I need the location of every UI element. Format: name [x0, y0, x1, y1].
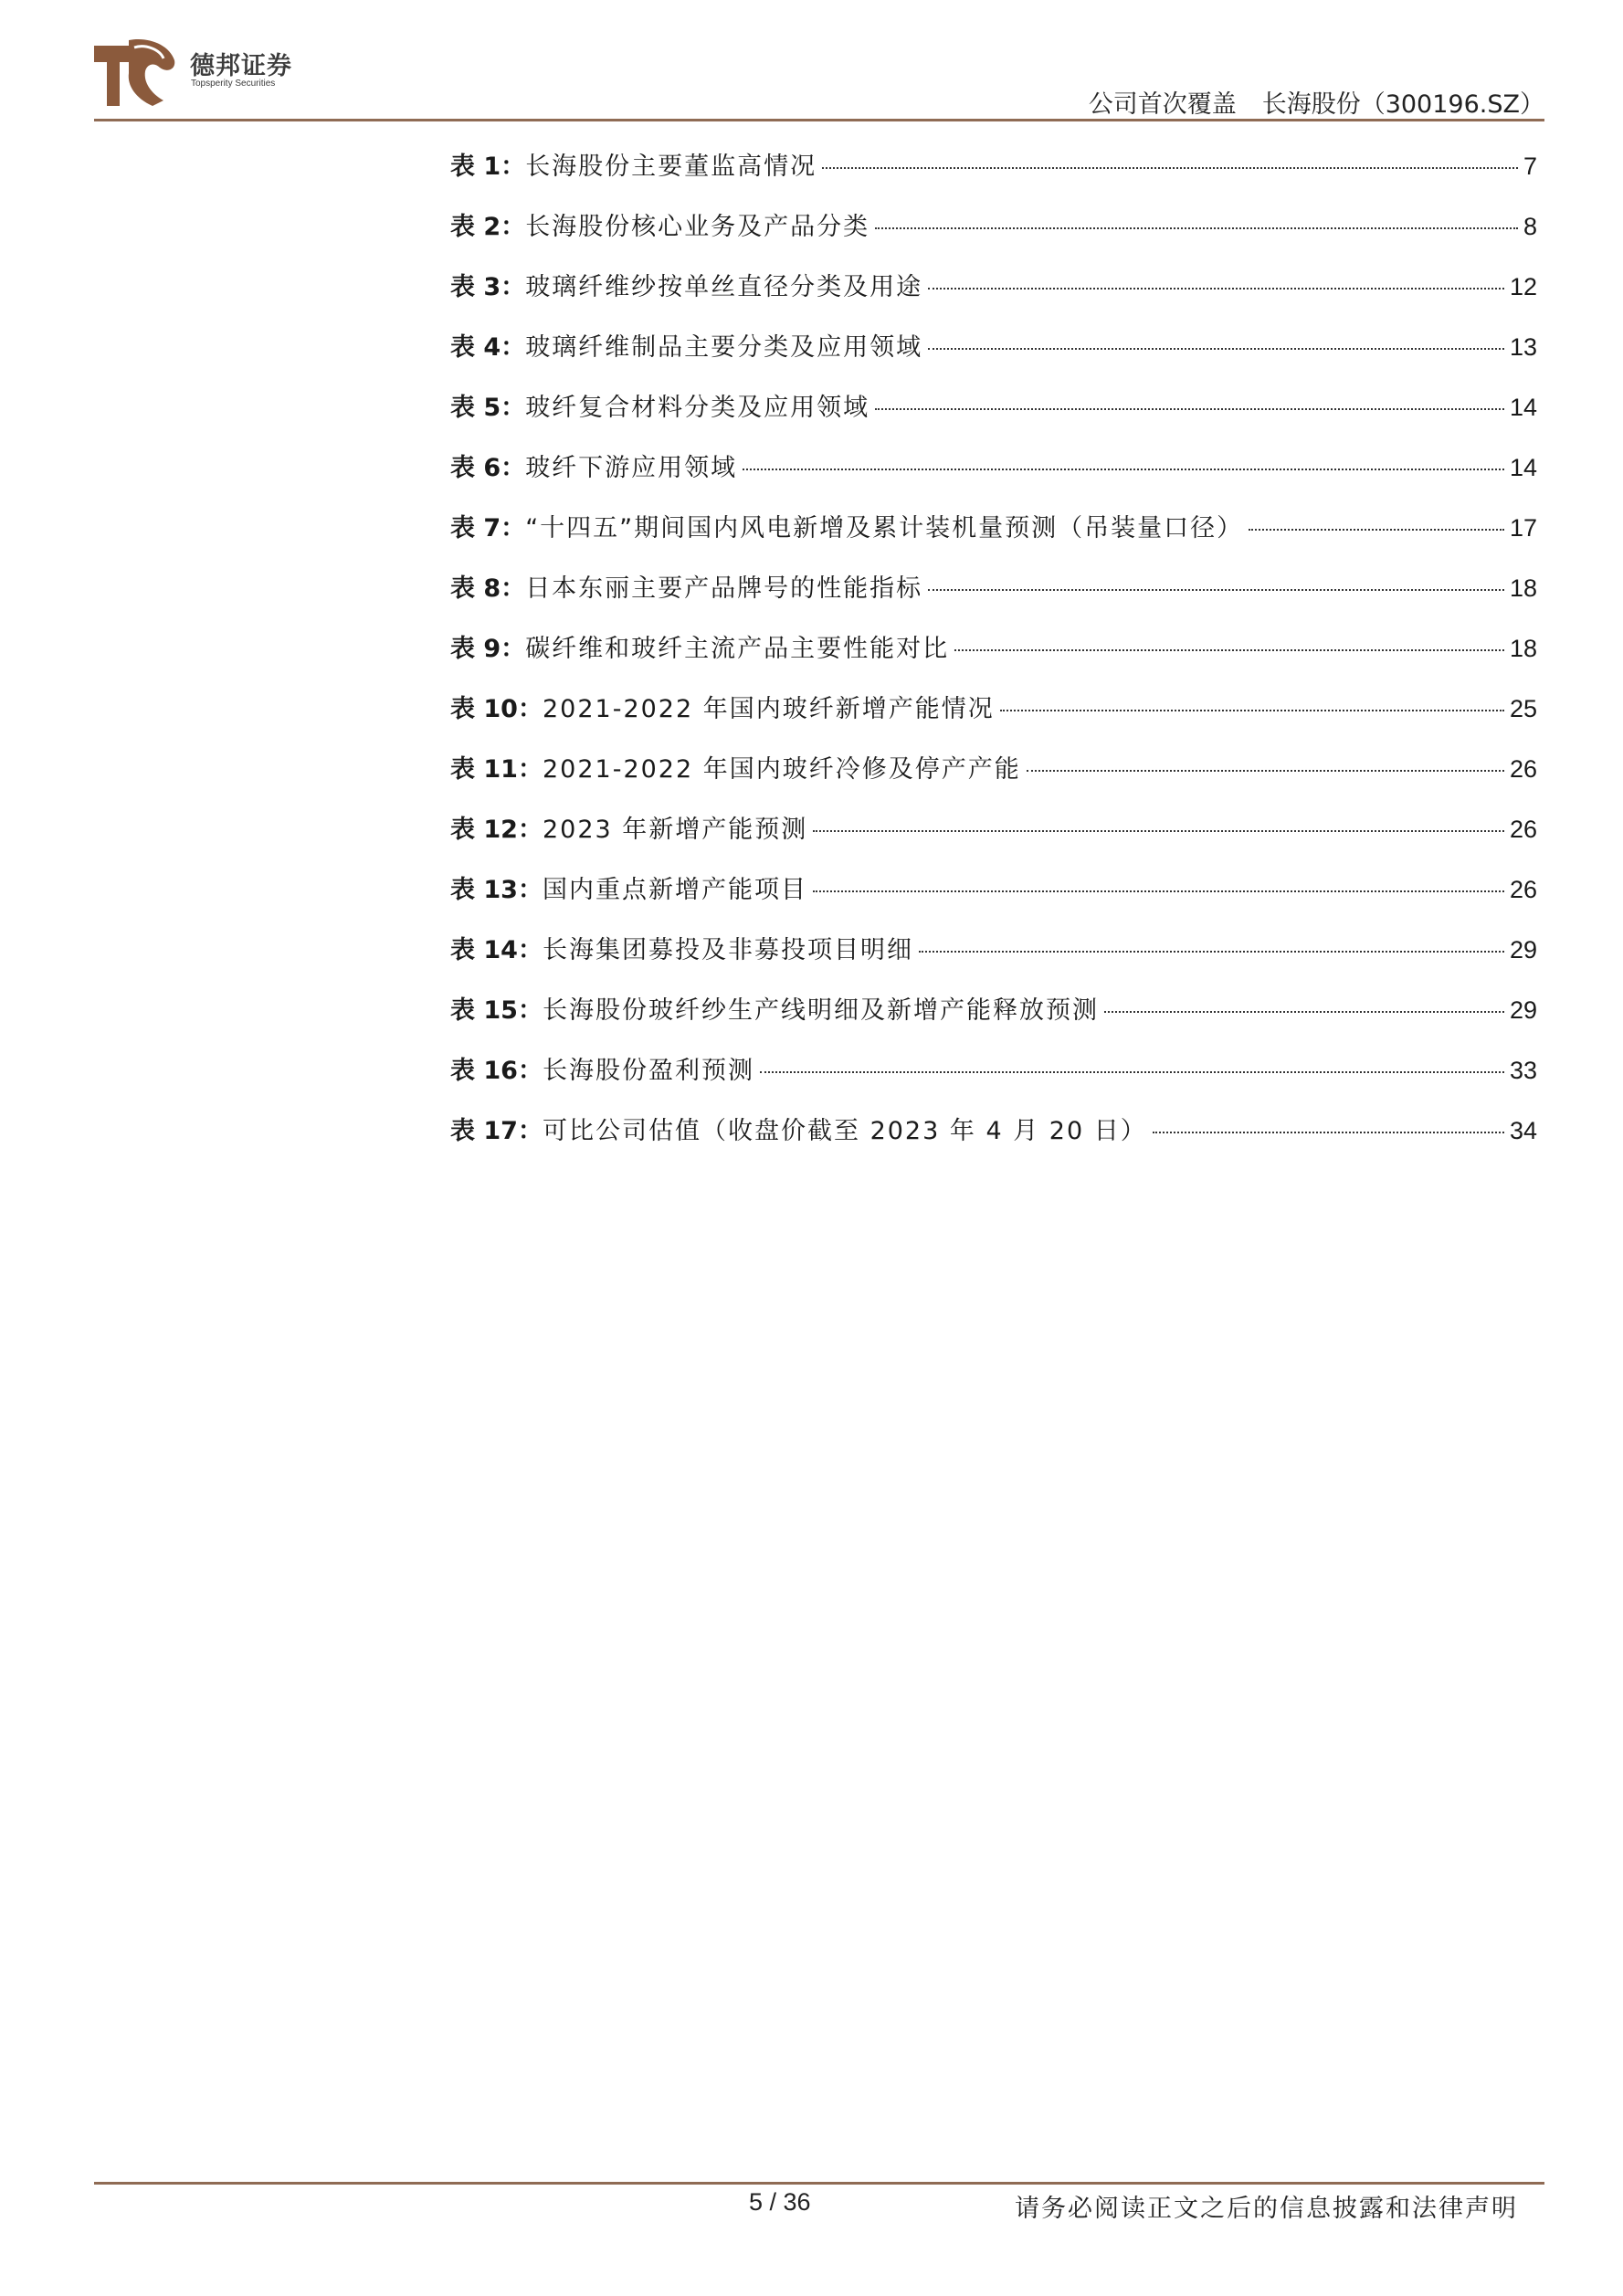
toc-entry-leader	[813, 890, 1504, 892]
toc-entry-page: 34	[1509, 1117, 1537, 1144]
toc-entry-label: 表 5：	[450, 394, 526, 422]
toc-entry[interactable]	[450, 1112, 1537, 1173]
toc-entry-label: 表 7：	[450, 514, 526, 542]
toc-entry-leader	[1000, 710, 1504, 711]
toc-entry-leader	[928, 589, 1504, 591]
brand-name-en: Topsperity Securities	[191, 79, 276, 89]
toc-entry-label: 表 17：	[450, 1117, 543, 1145]
toc-entry-title: 碳纤维和玻纤主流产品主要性能对比	[525, 635, 950, 663]
toc-entry-title: 玻纤下游应用领域	[525, 454, 738, 482]
toc-entry-label: 表 13：	[450, 876, 543, 904]
toc-entry-leader	[919, 951, 1504, 953]
toc-entry[interactable]	[450, 811, 1537, 871]
toc-entry[interactable]	[450, 570, 1537, 630]
toc-entry-title: 长海股份盈利预测	[542, 1057, 754, 1085]
toc-entry-leader	[1104, 1011, 1504, 1013]
header-divider	[94, 119, 1544, 121]
toc-entry-page: 14	[1509, 454, 1537, 481]
toc-entry[interactable]	[450, 751, 1537, 811]
toc-entry-page: 7	[1523, 153, 1537, 180]
toc-entry-leader	[1153, 1132, 1504, 1133]
toc-entry-title: 日本东丽主要产品牌号的性能指标	[525, 574, 923, 603]
toc-entry-page: 26	[1509, 755, 1537, 783]
toc-entry-label: 表 6：	[450, 454, 526, 482]
toc-entry-page: 26	[1509, 816, 1537, 843]
toc-entry[interactable]	[450, 329, 1537, 389]
toc-entry[interactable]	[450, 630, 1537, 690]
toc-entry-page: 18	[1509, 635, 1537, 662]
toc-entry-label: 表 16：	[450, 1057, 543, 1085]
toc-entry-title: 玻纤复合材料分类及应用领域	[525, 394, 870, 422]
toc-entry-title: 长海股份主要董监高情况	[525, 153, 817, 181]
toc-entry[interactable]	[450, 1052, 1537, 1112]
toc-entry-leader	[822, 167, 1518, 169]
toc-entry-leader	[813, 830, 1504, 832]
toc-entry[interactable]	[450, 449, 1537, 510]
toc-entry-label: 表 10：	[450, 695, 543, 723]
toc-entry-title: 2021-2022 年国内玻纤冷修及停产产能	[542, 755, 1021, 784]
toc-entry-label: 表 2：	[450, 213, 526, 241]
toc-entry-leader	[954, 649, 1504, 651]
toc-entry-page: 8	[1523, 213, 1537, 240]
toc-entry-leader	[1249, 529, 1504, 531]
toc-entry-label: 表 15：	[450, 996, 543, 1025]
toc-entry[interactable]	[450, 208, 1537, 269]
toc-entry-title: 2023 年新增产能预测	[542, 816, 808, 844]
toc-entry-page: 12	[1509, 273, 1537, 300]
toc-entry-page: 29	[1509, 996, 1537, 1024]
disclaimer-note: 请务必阅读正文之后的信息披露和法律声明	[1015, 2195, 1518, 2223]
page-number: 5 / 36	[749, 2188, 811, 2216]
footer-divider	[94, 2182, 1544, 2185]
toc-entry-label: 表 3：	[450, 273, 526, 301]
toc-entry-page: 13	[1509, 333, 1537, 361]
table-of-tables	[450, 148, 1537, 1173]
toc-entry[interactable]	[450, 389, 1537, 449]
toc-entry-title: “十四五”期间国内风电新增及累计装机量预测（吊装量口径）	[525, 514, 1244, 542]
toc-entry[interactable]	[450, 992, 1537, 1052]
toc-entry-label: 表 4：	[450, 333, 526, 362]
brand-logo-mark-icon	[94, 37, 181, 110]
toc-entry-leader	[928, 288, 1504, 290]
toc-entry-label: 表 1：	[450, 153, 526, 181]
toc-entry-leader	[875, 227, 1518, 229]
toc-entry-leader	[928, 348, 1504, 350]
toc-entry-label: 表 9：	[450, 635, 526, 663]
toc-entry-page: 26	[1509, 876, 1537, 903]
toc-entry-page: 14	[1509, 394, 1537, 421]
report-header-title	[1089, 84, 1544, 120]
toc-entry[interactable]	[450, 269, 1537, 329]
toc-entry-page: 25	[1509, 695, 1537, 722]
toc-entry-page: 17	[1509, 514, 1537, 542]
brand-logo	[94, 33, 313, 115]
report-type: 公司首次覆盖	[1088, 90, 1237, 119]
toc-entry-title: 2021-2022 年国内玻纤新增产能情况	[542, 695, 995, 723]
toc-entry[interactable]	[450, 510, 1537, 570]
toc-entry-page: 18	[1509, 574, 1537, 602]
toc-entry-title: 国内重点新增产能项目	[542, 876, 807, 904]
toc-entry-leader	[743, 469, 1504, 470]
company-name: 长海股份（300196.SZ）	[1261, 90, 1544, 119]
toc-entry-page: 33	[1509, 1057, 1537, 1084]
toc-entry-leader	[1027, 770, 1504, 772]
brand-name-cn: 德邦证券	[190, 52, 292, 80]
toc-entry[interactable]	[450, 932, 1537, 992]
toc-entry-title: 长海集团募投及非募投项目明细	[542, 936, 913, 964]
page-header	[94, 33, 1544, 124]
toc-entry-title: 玻璃纤维制品主要分类及应用领域	[525, 333, 923, 362]
toc-entry-page: 29	[1509, 936, 1537, 964]
toc-entry-label: 表 14：	[450, 936, 543, 964]
toc-entry-label: 表 11：	[450, 755, 543, 784]
toc-entry[interactable]	[450, 148, 1537, 208]
toc-entry-leader	[875, 408, 1504, 410]
toc-entry-leader	[760, 1071, 1504, 1073]
toc-entry-title: 可比公司估值（收盘价截至 2023 年 4 月 20 日）	[542, 1117, 1147, 1145]
toc-entry[interactable]	[450, 871, 1537, 932]
toc-entry-title: 长海股份玻纤纱生产线明细及新增产能释放预测	[542, 996, 1099, 1025]
toc-entry-label: 表 8：	[450, 574, 526, 603]
toc-entry-label: 表 12：	[450, 816, 543, 844]
toc-entry-title: 长海股份核心业务及产品分类	[525, 213, 870, 241]
toc-entry-title: 玻璃纤维纱按单丝直径分类及用途	[525, 273, 923, 301]
toc-entry[interactable]	[450, 690, 1537, 751]
